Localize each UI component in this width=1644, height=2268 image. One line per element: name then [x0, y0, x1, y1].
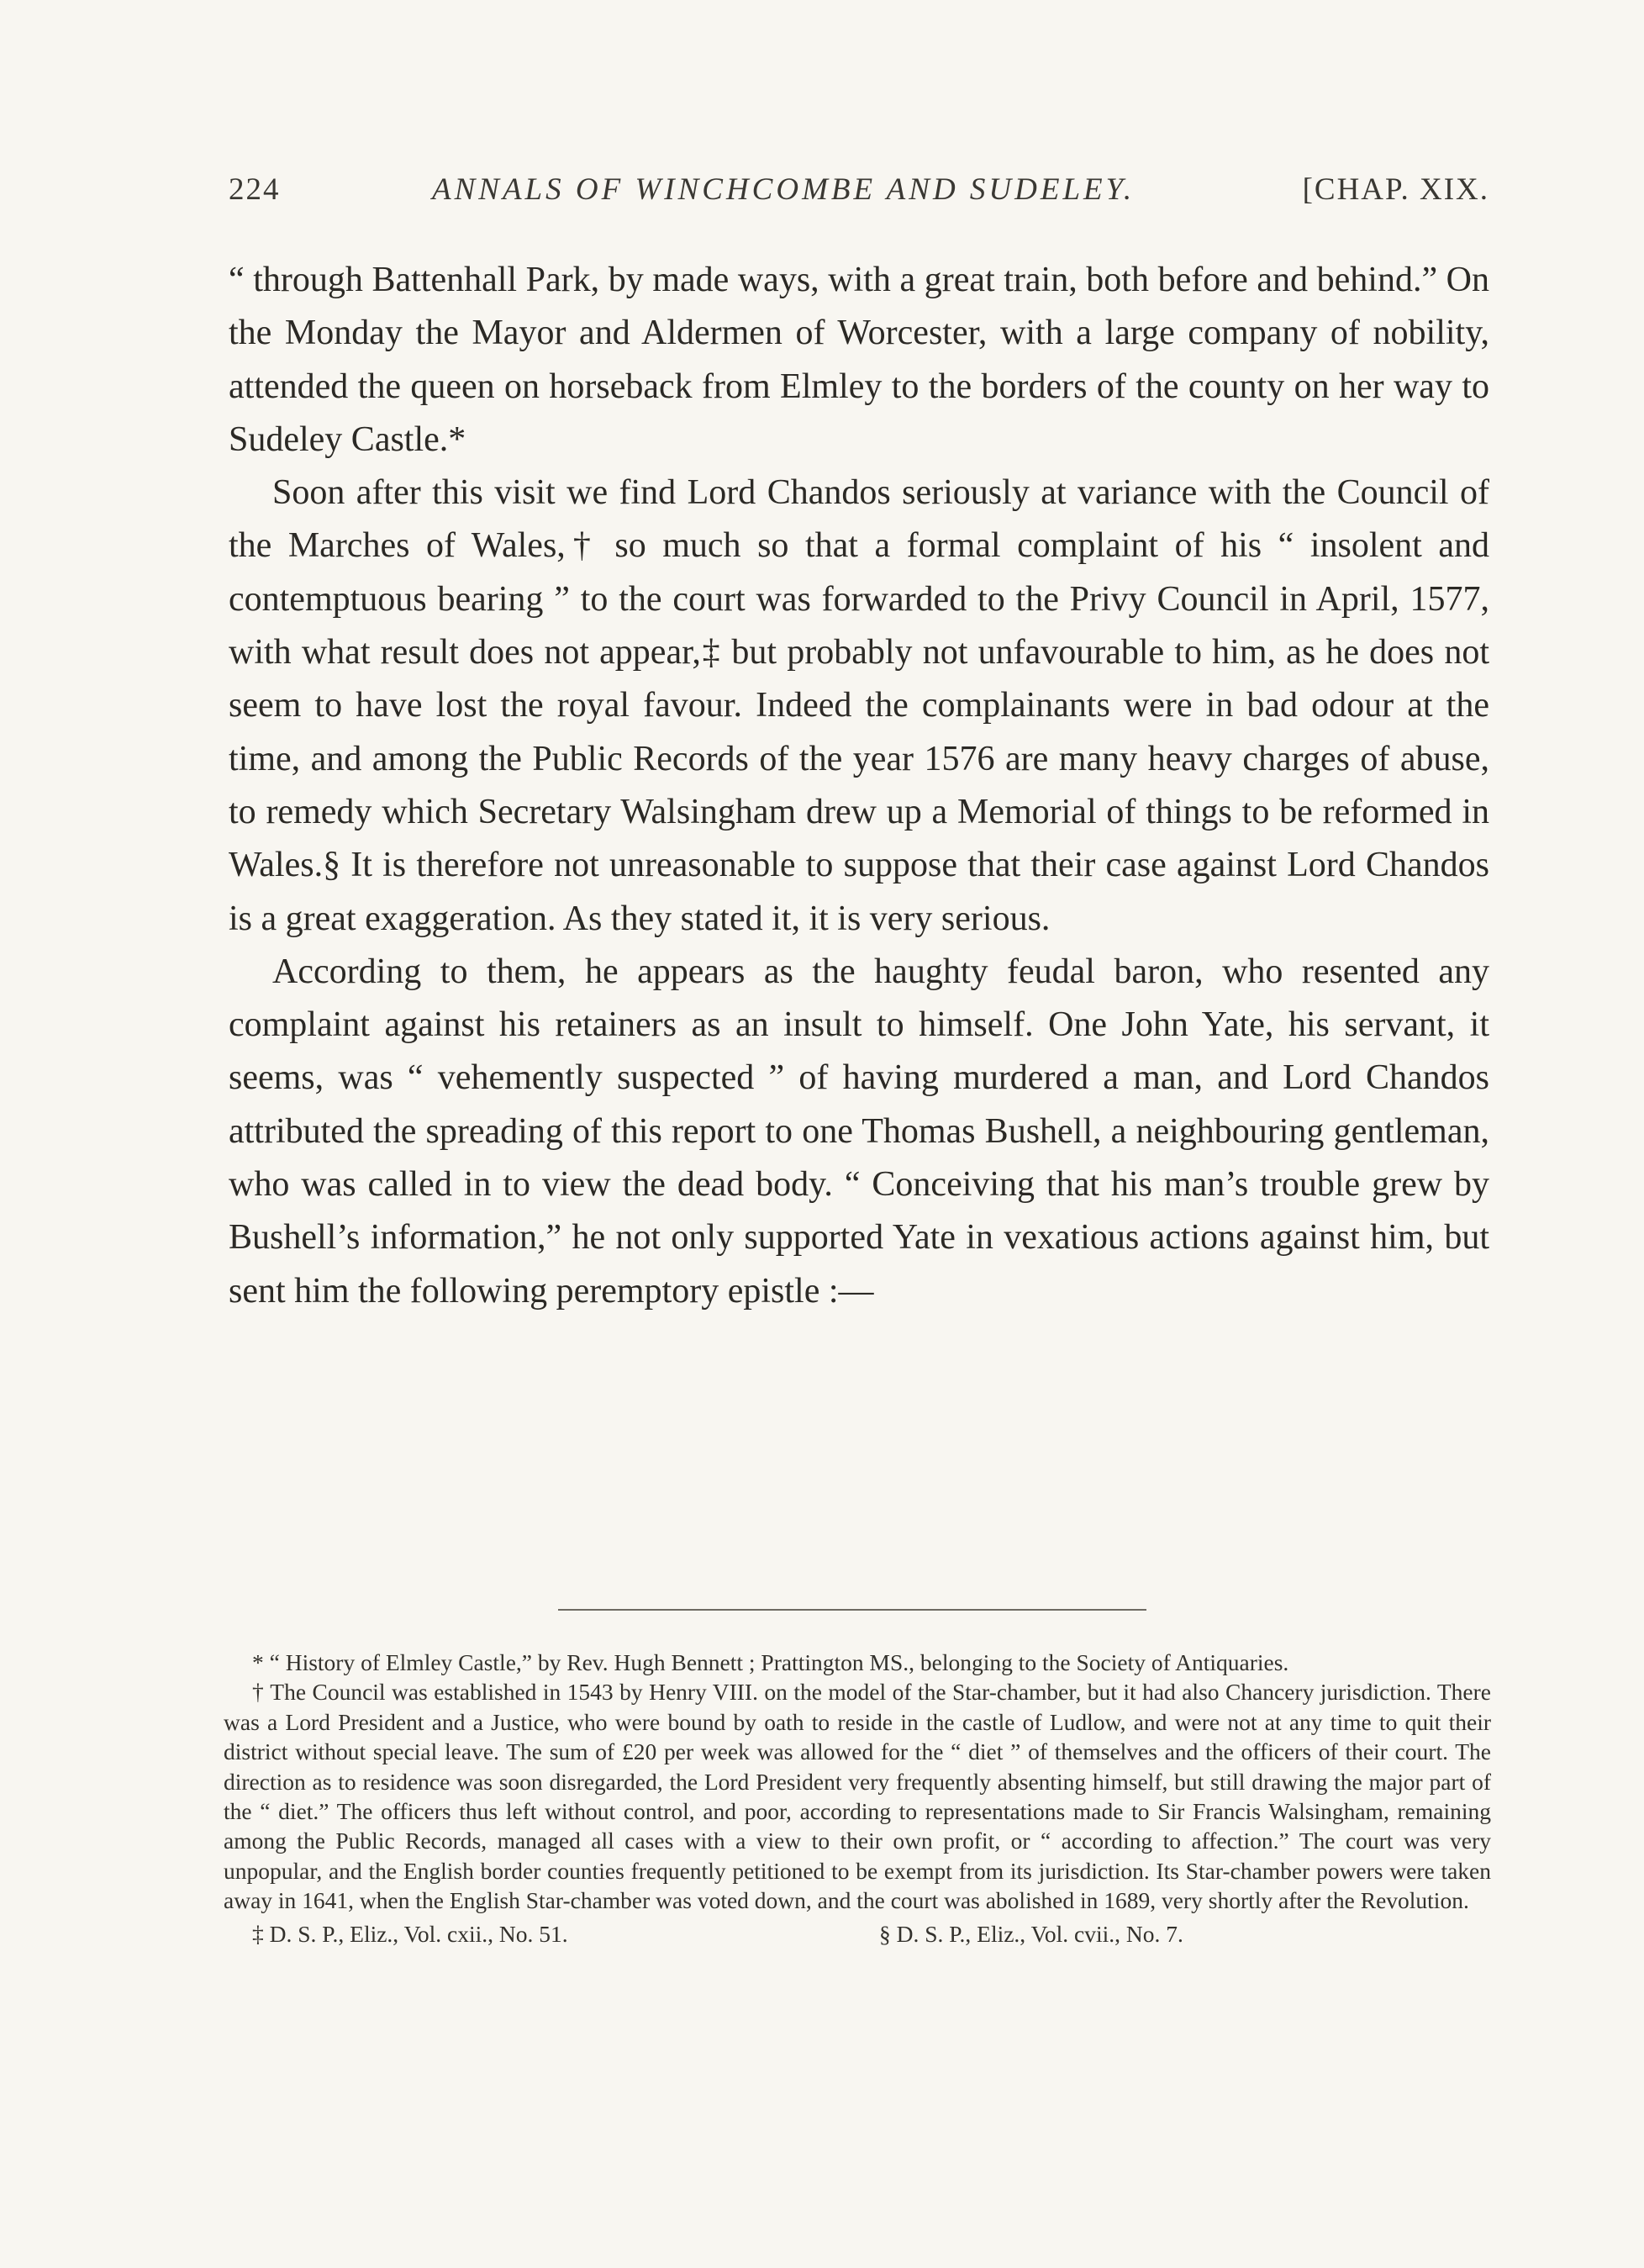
- main-text: [229, 254, 1489, 1318]
- chapter-reference: [CHAP. XIX.: [1302, 172, 1489, 207]
- footnote-elmley: * “ History of Elmley Castle,” by Rev. Hugh Bennett ; Prattington MS., belonging to the Society of Antiquaries.: [252, 1649, 1289, 1675]
- footnote-references: [224, 1919, 1491, 1953]
- running-head: [229, 171, 1489, 222]
- book-title: ANNALS OF WINCHCOMBE AND SUDELEY.: [432, 172, 1136, 207]
- page-number: 224: [229, 172, 281, 207]
- footnotes: [224, 1648, 1491, 1953]
- footnote-council: † The Council was established in 1543 by Henry VIII. on the model of the Star-chamber, but it had also Chancery jurisdiction. There was a Lord President and a Justice, who were bound by oath to reside in the castle of Ludlow, and were not at any time to quit their district without special leave. The sum of £20 per week was allowed for the “ diet ” of themselves and the officers of their court. The direction as to residence was soon disregarded, the Lord President very frequently absenting himself, but still drawing the major part of the “ diet.” The officers thus left without control, and poor, according to representations made to Sir Francis Walsingham, remaining among the Public Records, managed all cases with a view to their own profit, or “ according to affection.” The court was very unpopular, and the English border counties frequently petitioned to be exempt from its jurisdiction. Its Star-chamber powers were taken away in 1641, when the English Star-chamber was voted down, and the court was abolished in 1689, very shortly after the Revolution.: [224, 1679, 1491, 1914]
- paragraph: According to them, he appears as the haughty feudal baron, who resented any complaint against his retainers as an insult to himself. One John Yate, his servant, it seems, was “ vehemently suspected ” of having murdered a man, and Lord Chandos attributed the spreading of this report to one Thomas Bushell, a neighbouring gentleman, who was called in to view the dead body. “ Conceiving that his man’s trouble grew by Bushell’s information,” he not only supported Yate in vexatious actions against him, but sent him the following peremptory epistle :—: [229, 952, 1489, 1311]
- paragraph: Soon after this visit we find Lord Chandos seriously at variance with the Council of the Marches of Wales,† so much so that a formal complaint of his “ insolent and contemptuous bearing ” to the court was forwarded to the Privy Council in April, 1577, with what result does not appear,‡ but probably not unfavourable to him, as he does not seem to have lost the royal favour. Indeed the complainants were in bad odour at the time, and among the Public Records of the year 1576 are many heavy charges of abuse, to remedy which Secretary Walsingham drew up a Memorial of things to be reformed in Wales.§ It is therefore not unreasonable to suppose that their case against Lord Chandos is a great exaggeration. As they stated it, it is very serious.: [229, 473, 1489, 938]
- footnote-ref-double-dagger: ‡ D. S. P., Eliz., Vol. cxii., No. 51.: [252, 1920, 568, 1947]
- paragraph-continued: “ through Battenhall Park, by made ways, with a great train, both before and behind.” On the Monday the Mayor and Aldermen of Worcester, with a large company of nobility, attended the queen on horseback from Elmley to the borders of the county on her way to Sudeley Castle.*: [229, 261, 1489, 459]
- footnote-divider: [558, 1609, 1146, 1611]
- footnote-ref-section: § D. S. P., Eliz., Vol. cvii., No. 7.: [879, 1920, 1183, 1947]
